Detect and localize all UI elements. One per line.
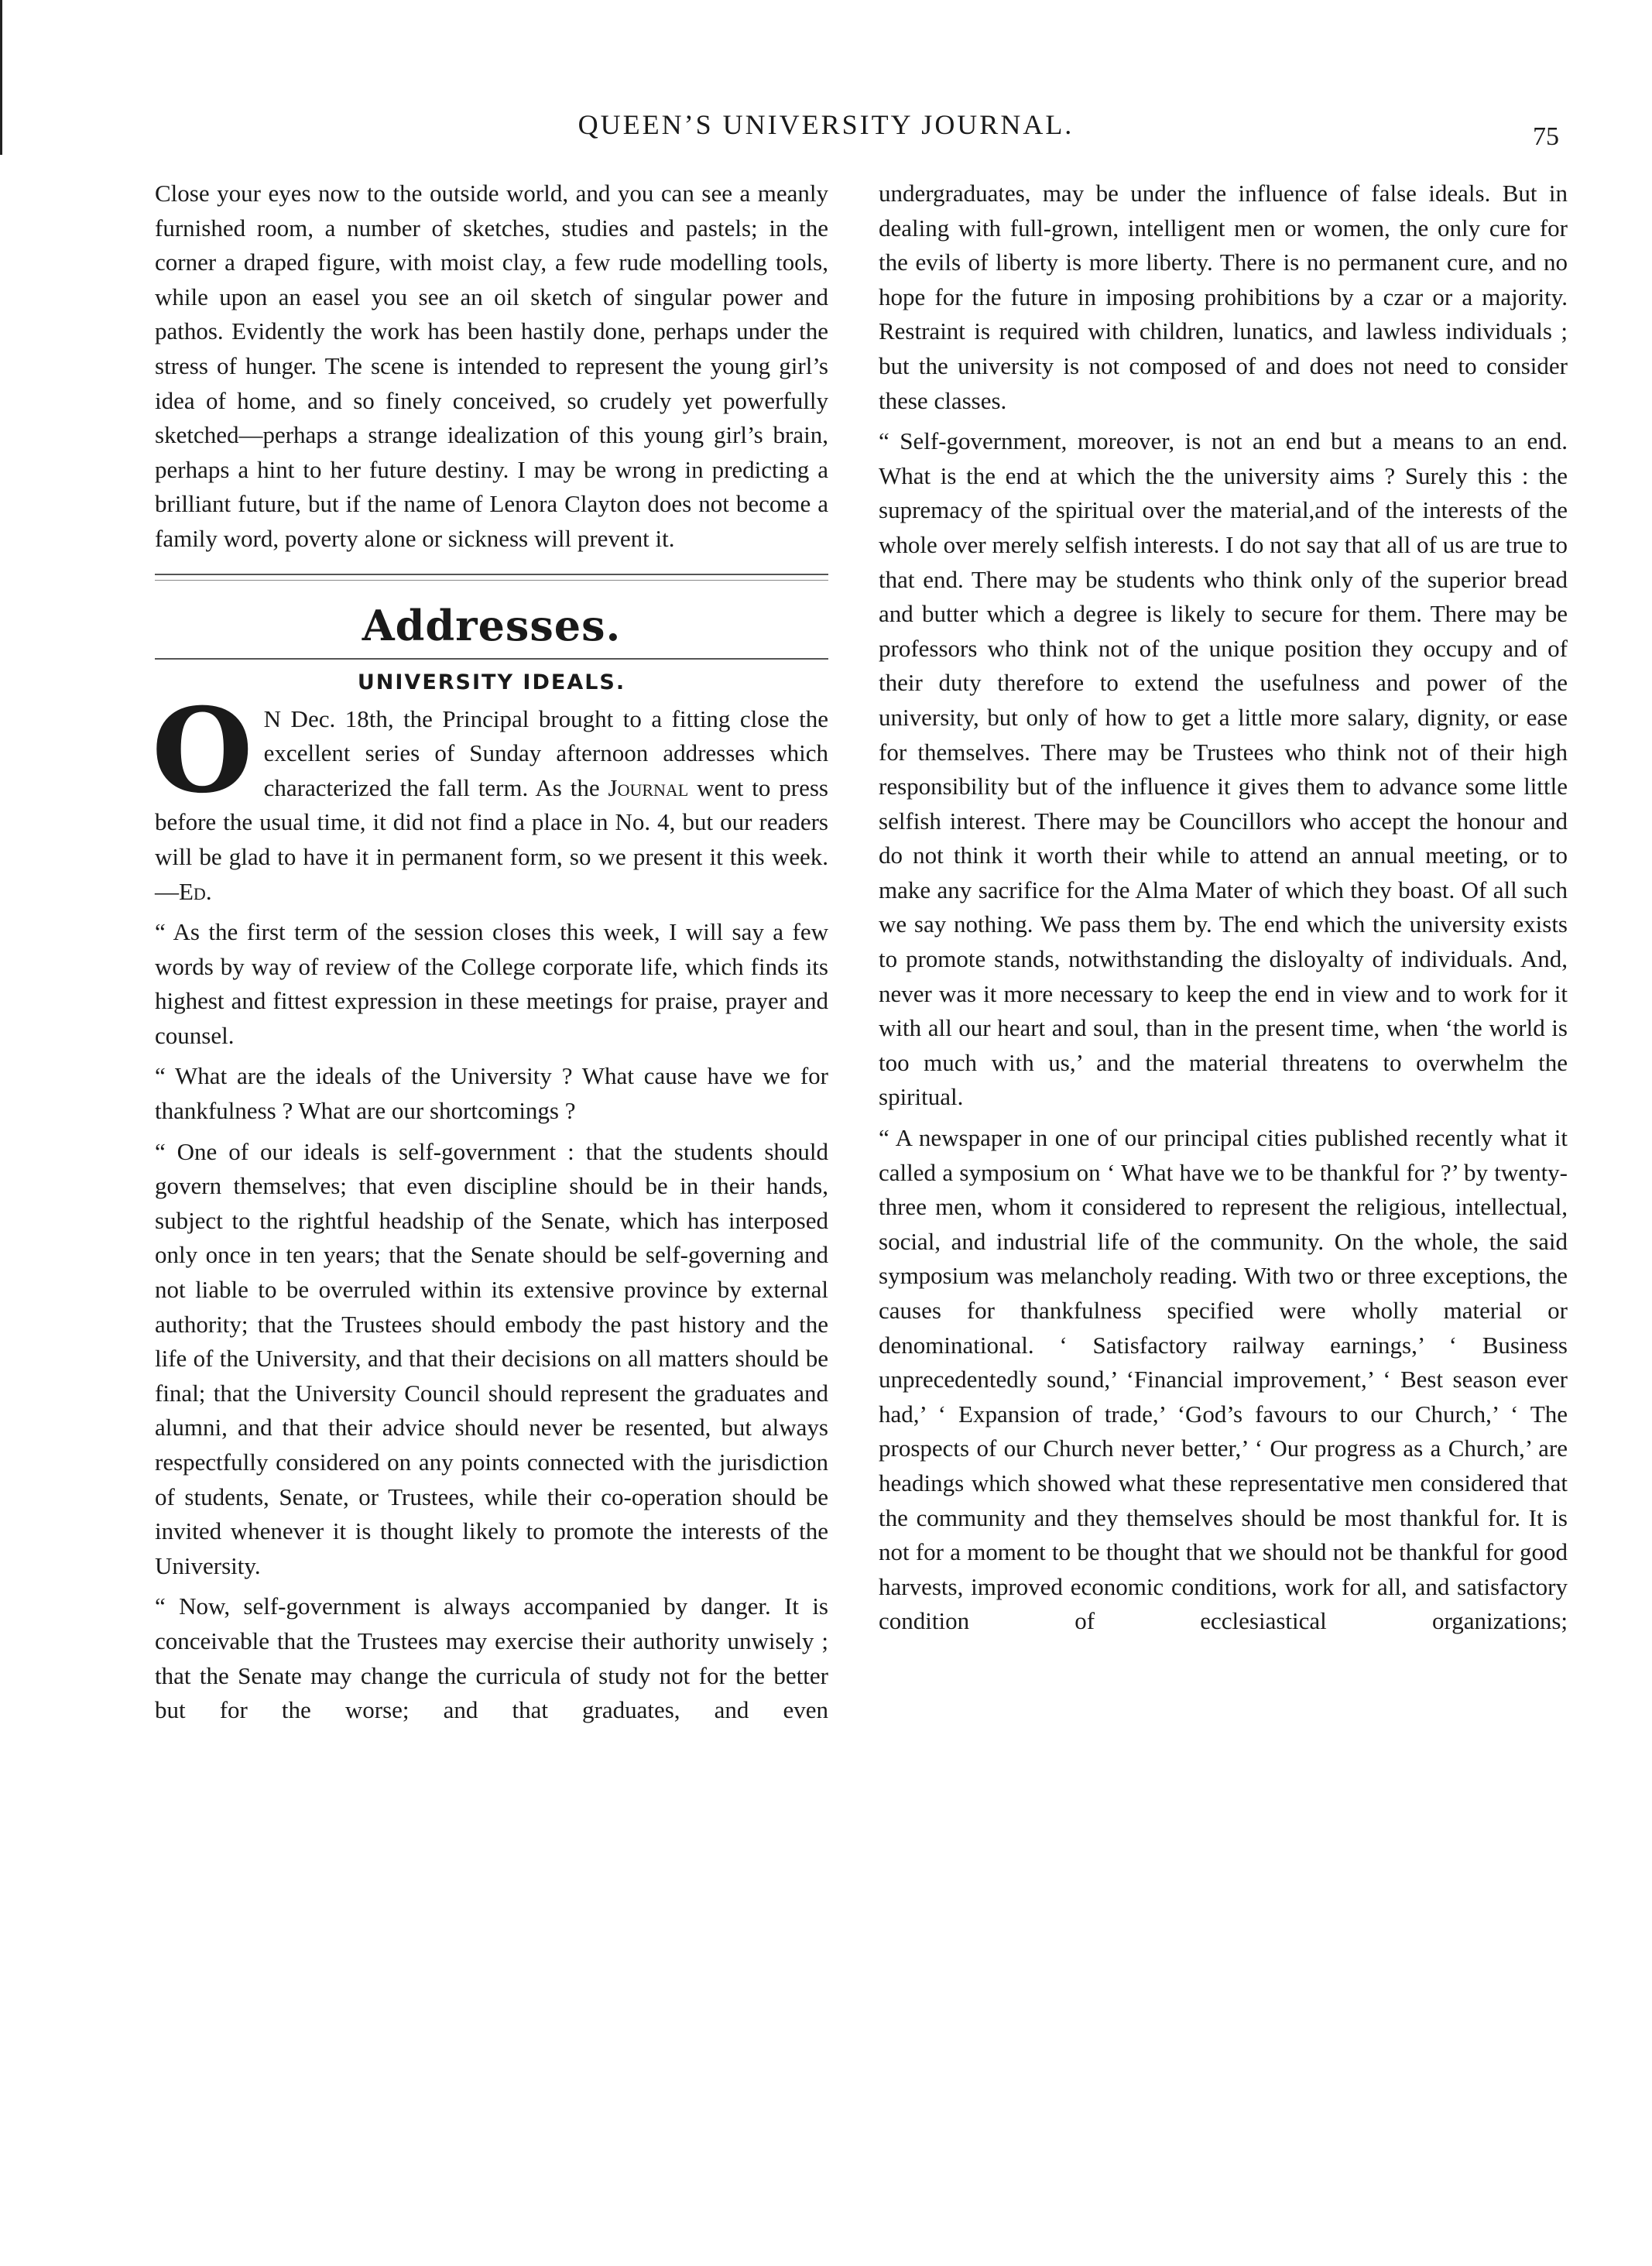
editor-note-text-2: went to press before the usual time, it did not find a place in No. 4, but our readers will be glad to have it in permanent form, so we present it this week.— (155, 773, 828, 905)
left-column (152, 177, 828, 1728)
body-paragraph: “ As the first term of the session closes this week, I will say a few words by way of review of the College corporate life, which finds its highest and fittest expression in these meetings for praise, prayer and counsel. (155, 918, 828, 1049)
editor-note-journal: Journal (608, 773, 689, 801)
right-column (879, 177, 1568, 1639)
editor-note-signature: Ed. (179, 877, 212, 905)
body-paragraph: “ What are the ideals of the University ? What cause have we for thankfulness ? What are our shortcomings ? (155, 1062, 828, 1125)
page-number: 75 (1533, 122, 1559, 151)
drop-cap: O (152, 682, 253, 819)
body-paragraph: “ One of our ideals is self-government : that the students should govern themselves; that even discipline should be in their hands, subject to the rightful headship of the Senate, which has interposed only once in ten years; that the Senate should be self-governing and not liable to be overruled within its extensive province by external authority; that the Trustees should embody the past history and the life of the University, and that their decisions on all matters should be final; that the University Council should represent the graduates and alumni, and that their advice should never be resented, but always respectfully considered on any points connected with the jurisdiction of students, Senate, or Trustees, while their co-operation should be invited whenever it is thought likely to promote the interests of the University. (155, 1137, 828, 1579)
section-title: Addresses. (362, 600, 622, 650)
body-paragraph: “ A newspaper in one of our principal cities published recently what it called a symposium on ‘ What have we to be thankful for ?’ by twenty-three men, whom it considered to represent the religious, intellectual, social, and industrial life of the community. On the whole, the said symposium was melancholy reading. With two or three exceptions, the causes for thankfulness specified were wholly material or denominational. ‘ Satisfactory railway earnings,’ ‘ Business unprecedentedly sound,’ ‘Financial improvement,’ ‘ Best season ever had,’ ‘ Expansion of trade,’ ‘God’s favours to our Church,’ ‘ The prospects of our Church never better,’ ‘ Our progress as a Church,’ are headings which showed what these representative men considered that the community and they themselves should be most thankful for. It is not for a moment to be thought that we should not be thankful for good harvests, improved economic conditions, work for all, and satisfactory condition of ecclesiastical organizations; (879, 1124, 1568, 1635)
body-paragraph: “ Now, self-government is always accompanied by danger. It is conceivable that the Trustees may exercise their authority unwisely ; that the Senate may change the curricula of study not for the better but for the worse; and that graduates, and even (155, 1592, 828, 1724)
article-subheading: UNIVERSITY IDEALS. (357, 670, 626, 694)
body-paragraph: “ Self-government, moreover, is not an end but a means to an end. What is the end at which the the university aims ? Surely this : the supremacy of the spiritual over the material,and of the interests of the whole over merely selfish interests. I do not say that all of us are true to that end. There may be students who think only of the superior bread and butter which a degree is likely to secure for them. There may be professors who think not of the unique position they occupy and of their duty therefore to extend the usefulness and power of the university, but only of how to get a little more salary, dignity, or ease for themselves. There may be Trustees who think not of their high responsibility but of the influence it gives them to advance some little selfish interest. There may be Councillors who accept the honour and do not think it worth their while to attend an annual meeting, or to make any sacrifice for the Alma Mater of which they boast. Of all such we say nothing. We pass them by. The end which the university exists to promote stands, notwithstanding the disloyalty of individuals. And, never was it more necessary to keep the end in view and to work for it with all our heart and soul, than in the present time, when ‘the world is too much with us,’ and the material threatens to overwhelm the spiritual. (879, 427, 1568, 1111)
section-divider (155, 574, 828, 581)
editor-note-text-1: N Dec. 18th, the Principal brought to a fitting close the excellent series of Sunday afternoon addresses which characterized the fall term. As the (263, 704, 828, 801)
section-title-rule (155, 658, 828, 660)
body-paragraph: undergraduates, may be under the influence of false ideals. But in dealing with full-grown, intelligent men or women, the only cure for the evils of liberty is more liberty. There is no permanent cure, and no hope for the future in imposing prohibitions by a czar or a majority. Restraint is required with children, lunatics, and lawless individuals ; but the university is not composed of and does not need to consider these classes. (879, 180, 1568, 414)
journal-header-title: QUEEN’S UNIVERSITY JOURNAL. (578, 109, 1074, 140)
intro-paragraph: Close your eyes now to the outside world, and you can see a meanly furnished room, a number of sketches, studies and pastels; in the corner a draped figure, with moist clay, a few rude modelling tools, while upon an easel you see an oil sketch of singular power and pathos. Evidently the work has been hastily done, perhaps under the stress of hunger. The scene is intended to represent the young girl’s idea of home, and so finely conceived, so crudely yet powerfully sketched—perhaps a strange idealization of this young girl’s brain, perhaps a hint to her future destiny. I may be wrong in predicting a brilliant future, but if the name of Lenora Clayton does not become a family word, poverty alone or sickness will prevent it. (155, 180, 828, 552)
